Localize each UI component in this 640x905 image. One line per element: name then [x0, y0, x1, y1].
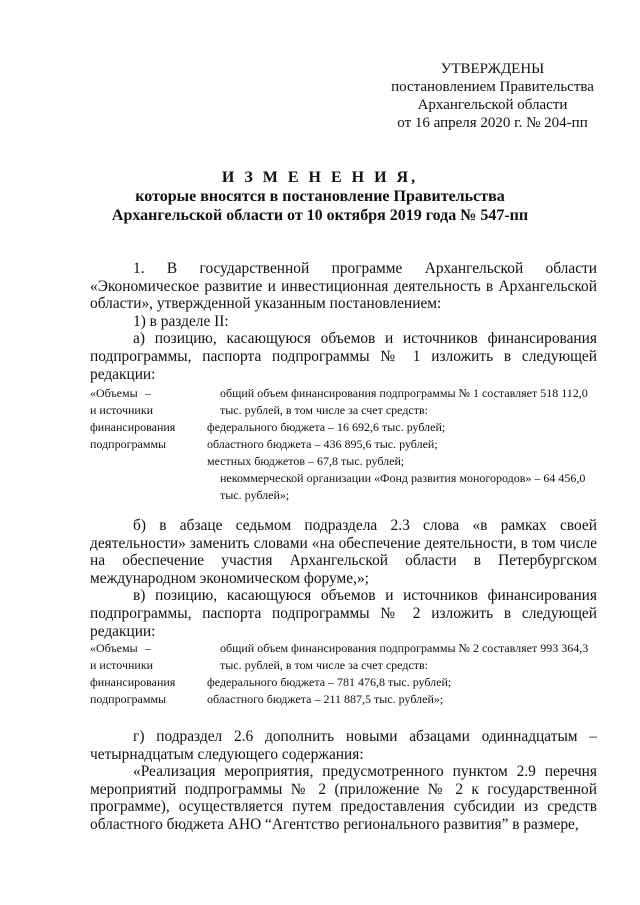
table-dash: – — [145, 641, 151, 655]
body-section-3 — [90, 728, 597, 834]
approval-heading: УТВЕРЖДЕНЫ — [440, 61, 545, 77]
table-label: подпрограммы — [90, 692, 167, 706]
table-label: и источники — [90, 403, 154, 417]
approval-line: постановлением Правительства — [391, 79, 594, 95]
passport-table-1 — [90, 385, 600, 505]
approval-stamp — [385, 60, 600, 132]
document-title — [90, 168, 550, 225]
title-sub: Архангельской области от 10 октября 2019 года № 547-пп — [111, 207, 529, 224]
title-main: И З М Е Н Е Н И Я, — [221, 169, 419, 186]
table-value: федерального бюджета – 781 476,8 тыс. рублей; — [207, 675, 452, 689]
table-left-column — [90, 385, 182, 453]
body-section-1 — [90, 260, 597, 383]
title-sub: которые вносятся в постановление Правительства — [135, 188, 505, 205]
table-label: финансирования — [90, 420, 176, 434]
paragraph: б) в абзаце седьмом подраздела 2.3 слова «в рамках своей деятельности» заменить словами «на обеспечение деятельности, в том числе на обеспечение участия Архангельской области в Петербургском международном экономическом форуме,»; — [90, 517, 597, 587]
paragraph: а) позицию, касающуюся объемов и источников финансирования подпрограммы, паспорта подпрограммы № 1 изложить в следующей редакции: — [90, 330, 597, 383]
table-value: некоммерческой организации «Фонд развития моногородов» – 64 456,0 тыс. рублей»; — [220, 471, 586, 502]
table-value: местных бюджетов – 67,8 тыс. рублей; — [207, 454, 405, 468]
table-left-column — [90, 640, 182, 708]
table-value: общий объем финансирования подпрограммы № 2 составляет 993 364,3 тыс. рублей, в том числе за счет средств: — [220, 641, 589, 672]
table-label: «Объемы — [90, 641, 138, 655]
table-label: подпрограммы — [90, 437, 167, 451]
table-right-column — [207, 385, 600, 504]
table-value: областного бюджета – 211 887,5 тыс. рублей»; — [207, 692, 444, 706]
paragraph: г) подраздел 2.6 дополнить новыми абзацами одиннадцатым – четырнадцатым следующего содержания: — [90, 728, 597, 763]
passport-table-2 — [90, 640, 600, 710]
table-value: областного бюджета – 436 895,6 тыс. рублей; — [207, 437, 438, 451]
paragraph: в) позицию, касающуюся объемов и источников финансирования подпрограммы, паспорта подпрограммы № 2 изложить в следующей редакции: — [90, 587, 597, 640]
table-label: и источники — [90, 658, 154, 672]
table-label: «Объемы — [90, 386, 138, 400]
paragraph: «Реализация мероприятия, предусмотренного пунктом 2.9 перечня мероприятий подпрограммы № 2 (приложение № 2 к государственной программе), осуществляется путем предоставления субсидии из средств областного бюджета АНО “Агентство регионального развития” в размере, — [90, 763, 597, 833]
paragraph: 1. В государственной программе Архангельской области «Экономическое развитие и инвестиционная деятельность в Архангельской области», утвержденной указанным постановлением: — [90, 260, 597, 313]
approval-date: от 16 апреля 2020 г. № 204-пп — [397, 115, 588, 131]
approval-line: Архангельской области — [417, 97, 568, 113]
table-label: финансирования — [90, 675, 176, 689]
table-value: общий объем финансирования подпрограммы № 1 составляет 518 112,0 тыс. рублей, в том числе за счет средств: — [220, 386, 588, 417]
paragraph: 1) в разделе II: — [133, 312, 229, 330]
table-value: федерального бюджета – 16 692,6 тыс. рублей; — [207, 420, 446, 434]
body-section-2 — [90, 517, 597, 640]
table-dash: – — [145, 386, 151, 400]
table-right-column — [207, 640, 600, 708]
